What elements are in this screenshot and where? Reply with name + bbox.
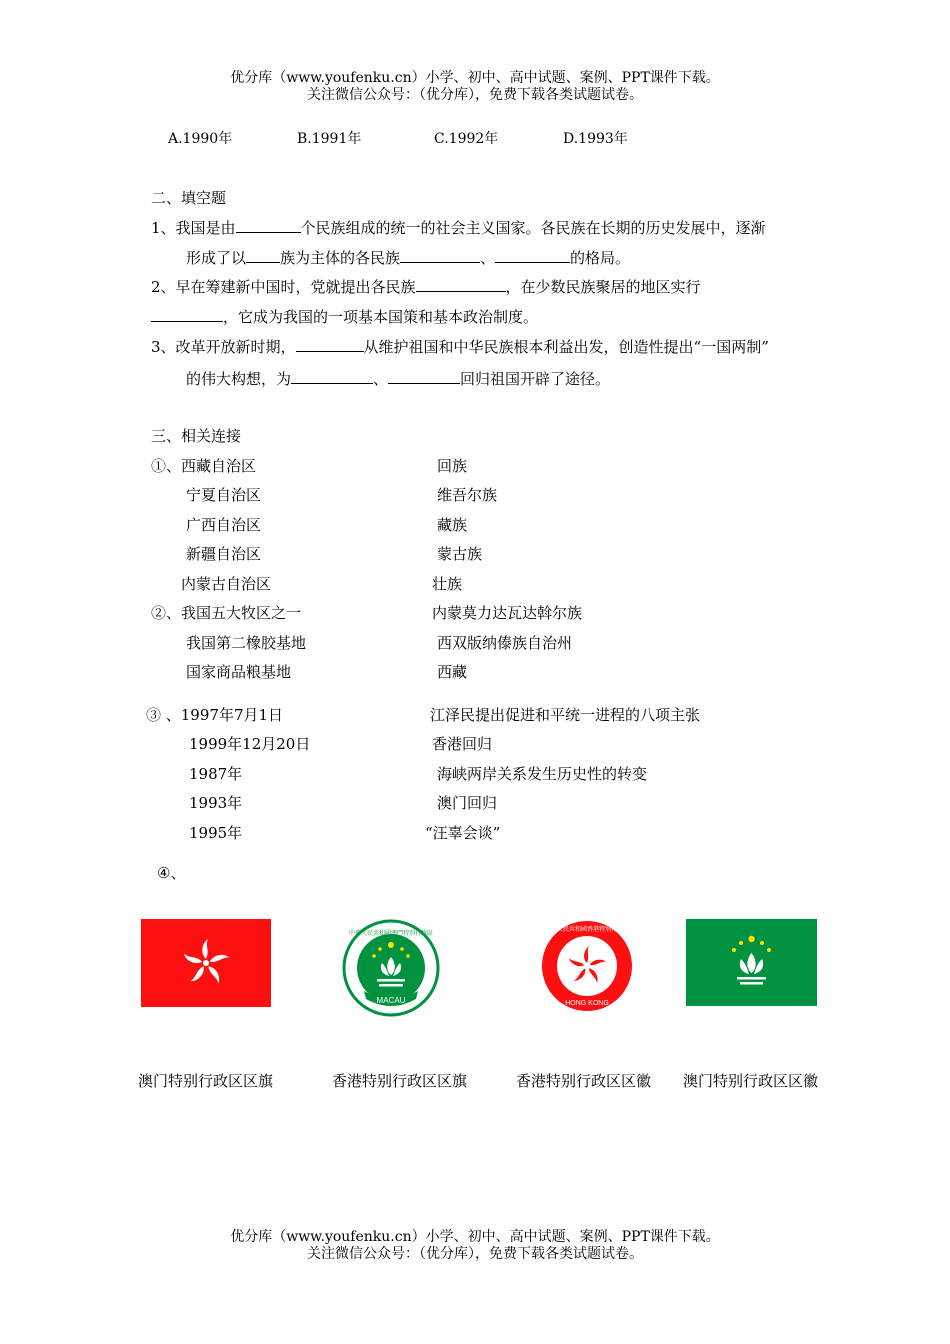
hk-ring-text: 中華人民共和國香港特別行政區 — [544, 926, 630, 933]
option-c: C.1992年 — [434, 131, 499, 147]
page-footer-line1: 优分库（www.youfenku.cn）小学、初中、高中试题、案例、PPT课件下载。 — [230, 1229, 720, 1245]
match-right-item[interactable]: 澳门回归 — [437, 794, 498, 812]
match-left-item[interactable]: 宁夏自治区 — [186, 486, 262, 504]
hk-emblem-label: HONG KONG — [565, 1000, 609, 1007]
match-left-item[interactable]: 1993年 — [189, 794, 243, 812]
macau-flag-image[interactable] — [686, 919, 817, 1006]
match-right-item[interactable]: 内蒙莫力达瓦达斡尔族 — [432, 604, 583, 622]
question-2-line1: 2、早在筹建新中国时，党就提出各民族 ，在少数民族聚居的地区实行 — [151, 278, 701, 296]
blank[interactable] — [151, 307, 223, 322]
question-2-line2: ，它成为我国的一项基本国策和基本政治制度。 — [151, 306, 538, 327]
caption-1: 澳门特别行政区区旗 — [138, 1072, 274, 1090]
match-left-item[interactable]: 新疆自治区 — [186, 545, 262, 563]
match-right-item[interactable]: “汪辜会谈” — [425, 824, 501, 842]
section-title-fill: 二、填空题 — [151, 189, 227, 207]
macau-emblem-image[interactable] — [342, 919, 440, 1017]
match-group-4-label: ④、 — [157, 864, 186, 882]
blank[interactable] — [495, 248, 570, 263]
match-left-item[interactable]: 国家商品粮基地 — [186, 663, 292, 681]
blank[interactable] — [416, 277, 506, 292]
caption-4: 澳门特别行政区区徽 — [683, 1072, 819, 1090]
blank[interactable] — [400, 248, 480, 263]
match-right-item[interactable]: 海峡两岸关系发生历史性的转变 — [437, 765, 648, 783]
match-left-item[interactable]: 1999年12月20日 — [189, 735, 311, 753]
match-right-item[interactable]: 蒙古族 — [437, 545, 483, 563]
match-right-item[interactable]: 西双版纳傣族自治州 — [437, 634, 573, 652]
match-left-item[interactable]: ①、西藏自治区 — [151, 457, 257, 475]
blank[interactable] — [296, 337, 364, 352]
page-footer-line2: 关注微信公众号：（优分库），免费下载各类试题试卷。 — [307, 1246, 643, 1262]
blank[interactable] — [246, 248, 280, 263]
match-left-item[interactable]: ③ 、1997年7月1日 — [146, 706, 284, 724]
caption-3: 香港特别行政区区徽 — [516, 1072, 652, 1090]
section-title-match: 三、相关连接 — [151, 427, 242, 445]
macau-ring-text: 中華人民共和國澳門特別行政區 — [348, 930, 434, 937]
match-left-item[interactable]: ②、我国五大牧区之一 — [151, 604, 302, 622]
match-left-item[interactable]: 我国第二橡胶基地 — [186, 634, 307, 652]
question-3-line1: 3、改革开放新时期， 从维护祖国和中华民族根本利益出发，创造性提出“一国两制” — [151, 338, 769, 356]
match-right-item[interactable]: 西藏 — [437, 663, 468, 681]
blank[interactable] — [236, 218, 301, 233]
match-right-item[interactable]: 香港回归 — [432, 735, 493, 753]
question-3-line2: 的伟大构想，为 、 回归祖国开辟了途径。 — [186, 370, 611, 388]
hk-flag-image[interactable] — [141, 919, 271, 1007]
page-header-line1: 优分库（www.youfenku.cn）小学、初中、高中试题、案例、PPT课件下载。 — [230, 70, 720, 86]
match-right-item[interactable]: 回族 — [437, 457, 468, 475]
option-b: B.1991年 — [297, 131, 362, 147]
match-left-item[interactable]: 内蒙古自治区 — [181, 575, 272, 593]
match-right-item[interactable]: 壮族 — [432, 575, 463, 593]
match-right-item[interactable]: 藏族 — [437, 516, 468, 534]
option-d: D.1993年 — [563, 131, 628, 147]
match-right-item[interactable]: 江泽民提出促进和平统一进程的八项主张 — [430, 706, 701, 724]
match-left-item[interactable]: 1995年 — [189, 824, 243, 842]
blank[interactable] — [388, 369, 460, 384]
question-1-line1: 1、我国是由 个民族组成的统一的社会主义国家。各民族在长期的历史发展中，逐渐 — [151, 219, 766, 237]
page-header-line2: 关注微信公众号：（优分库），免费下载各类试题试卷。 — [307, 87, 643, 103]
caption-2: 香港特别行政区区旗 — [332, 1072, 468, 1090]
match-left-item[interactable]: 1987年 — [189, 765, 243, 783]
macau-emblem-label: MACAU — [376, 996, 406, 1005]
question-1-line2: 形成了以 族为主体的各民族 、 的格局。 — [186, 249, 631, 267]
option-a: A.1990年 — [168, 131, 233, 147]
blank[interactable] — [291, 369, 373, 384]
match-right-item[interactable]: 维吾尔族 — [437, 486, 498, 504]
match-left-item[interactable]: 广西自治区 — [186, 516, 262, 534]
hk-emblem-image[interactable] — [533, 919, 641, 1014]
